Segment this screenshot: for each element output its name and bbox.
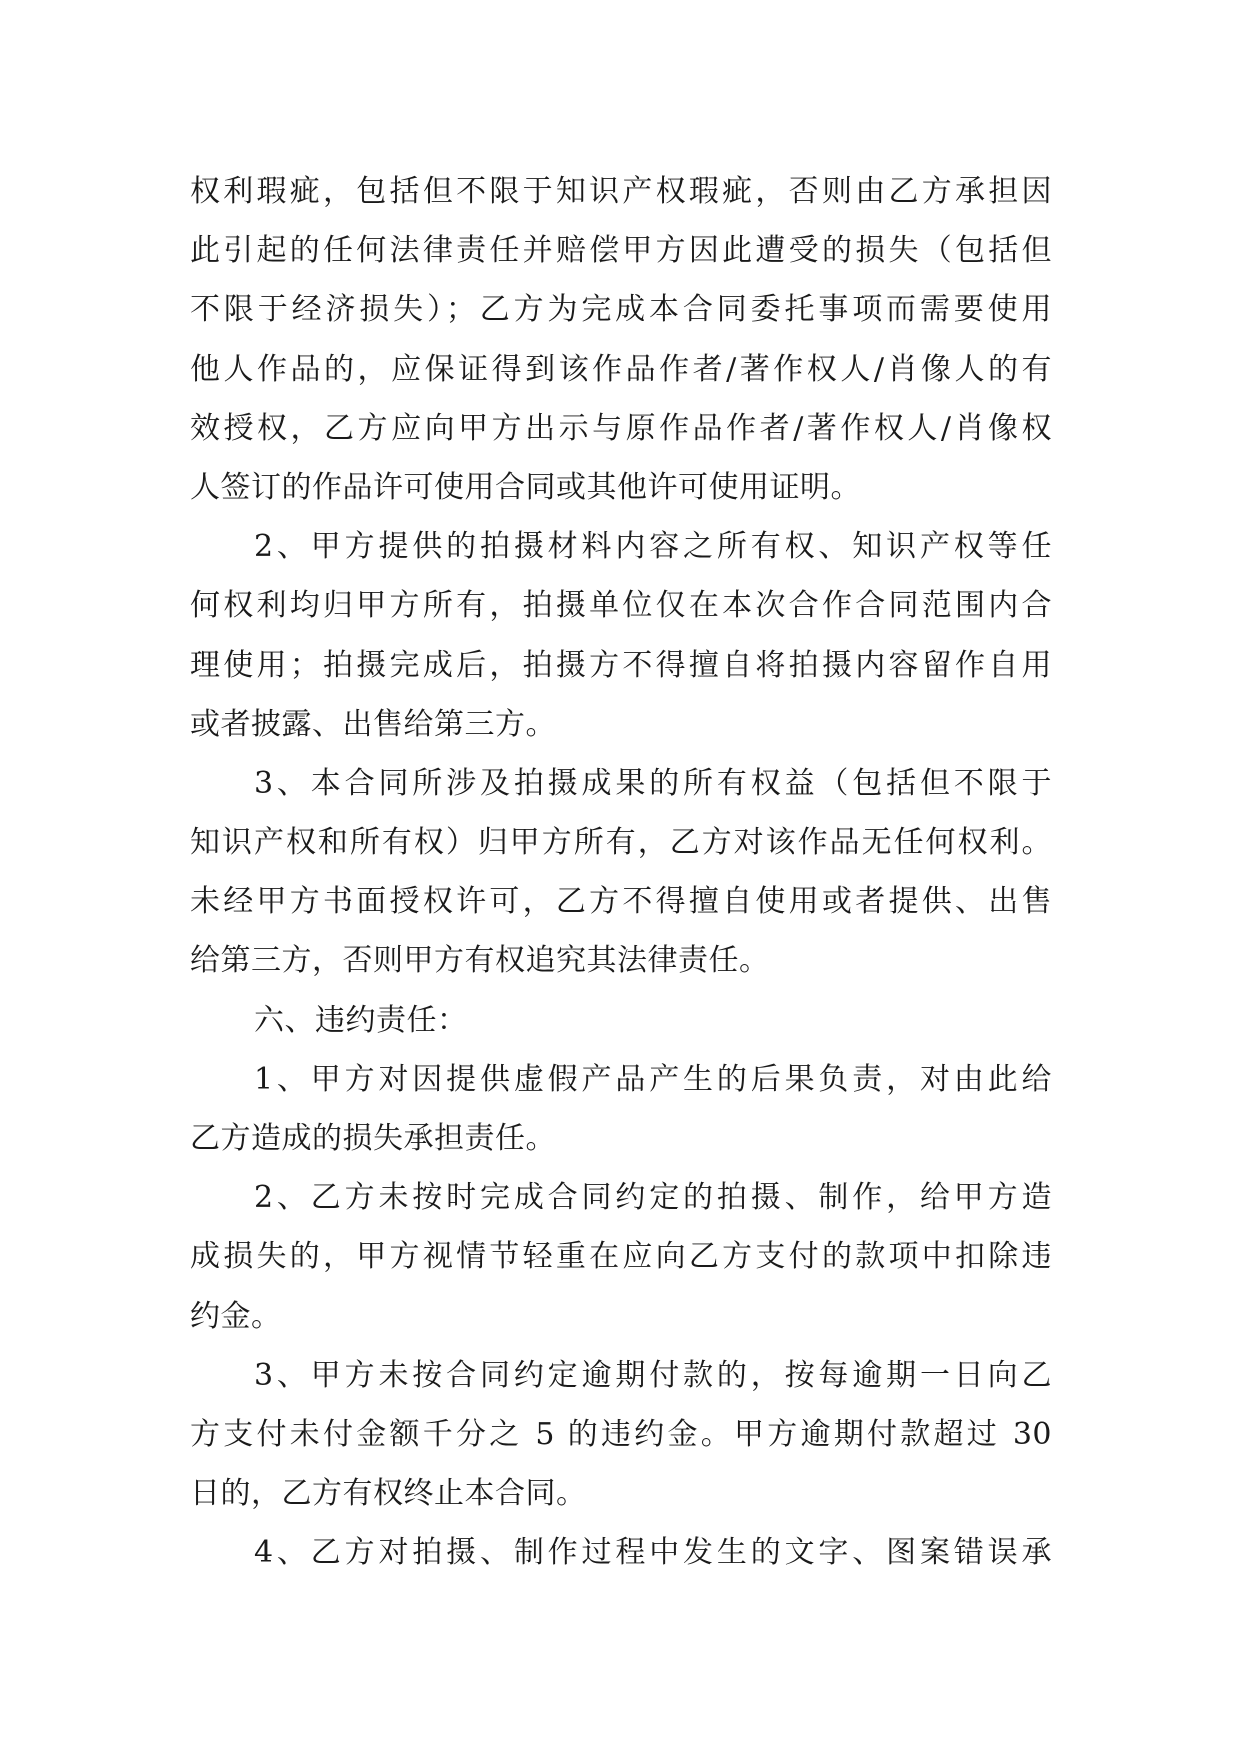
text-line: 2、甲方提供的拍摄材料内容之所有权、知识产权等任 xyxy=(254,529,1052,565)
text-line: 效授权，乙方应向甲方出示与原作品作者/著作权人/肖像权 xyxy=(190,410,1052,446)
text-line: 不限于经济损失）；乙方为完成本合同委托事项而需要使用 xyxy=(190,292,1052,328)
text-line: 权利瑕疵，包括但不限于知识产权瑕疵，否则由乙方承担因 xyxy=(190,174,1052,209)
text-line: 人签订的作品许可使用合同或其他许可使用证明。 xyxy=(190,469,861,505)
text-line: 未经甲方书面授权许可，乙方不得擅自使用或者提供、出售 xyxy=(190,884,1052,920)
text-line: 乙方造成的损失承担责任。 xyxy=(190,1121,556,1156)
text-line: 4、乙方对拍摄、制作过程中发生的文字、图案错误承 xyxy=(254,1535,1052,1571)
text-line: 知识产权和所有权）归甲方所有，乙方对该作品无任何权利。 xyxy=(190,825,1052,861)
text-line: 2、乙方未按时完成合同约定的拍摄、制作，给甲方造 xyxy=(254,1180,1052,1216)
text-line: 给第三方，否则甲方有权追究其法律责任。 xyxy=(190,943,770,979)
document-body xyxy=(190,162,1052,1583)
text-line: 方支付未付金额千分之 5 的违约金。甲方逾期付款超过 30 xyxy=(190,1416,1052,1452)
text-line: 或者披露、出售给第三方。 xyxy=(190,706,556,742)
text-line: 约金。 xyxy=(190,1298,282,1334)
text-line: 3、甲方未按合同约定逾期付款的，按每逾期一日向乙 xyxy=(254,1357,1052,1393)
text-line: 他人作品的，应保证得到该作品作者/著作权人/肖像人的有 xyxy=(190,351,1052,387)
section-heading: 六、违约责任： xyxy=(254,1002,468,1038)
text-line: 日的，乙方有权终止本合同。 xyxy=(190,1476,587,1512)
text-line: 何权利均归甲方所有，拍摄单位仅在本次合作合同范围内合 xyxy=(190,588,1052,624)
text-line: 成损失的，甲方视情节轻重在应向乙方支付的款项中扣除违 xyxy=(190,1239,1052,1275)
text-line: 理使用；拍摄完成后，拍摄方不得擅自将拍摄内容留作自用 xyxy=(190,647,1052,683)
text-line: 此引起的任何法律责任并赔偿甲方因此遭受的损失（包括但 xyxy=(190,233,1052,269)
text-line: 1、甲方对因提供虚假产品产生的后果负责，对由此给 xyxy=(254,1061,1052,1097)
text-line: 3、本合同所涉及拍摄成果的所有权益（包括但不限于 xyxy=(254,765,1052,801)
